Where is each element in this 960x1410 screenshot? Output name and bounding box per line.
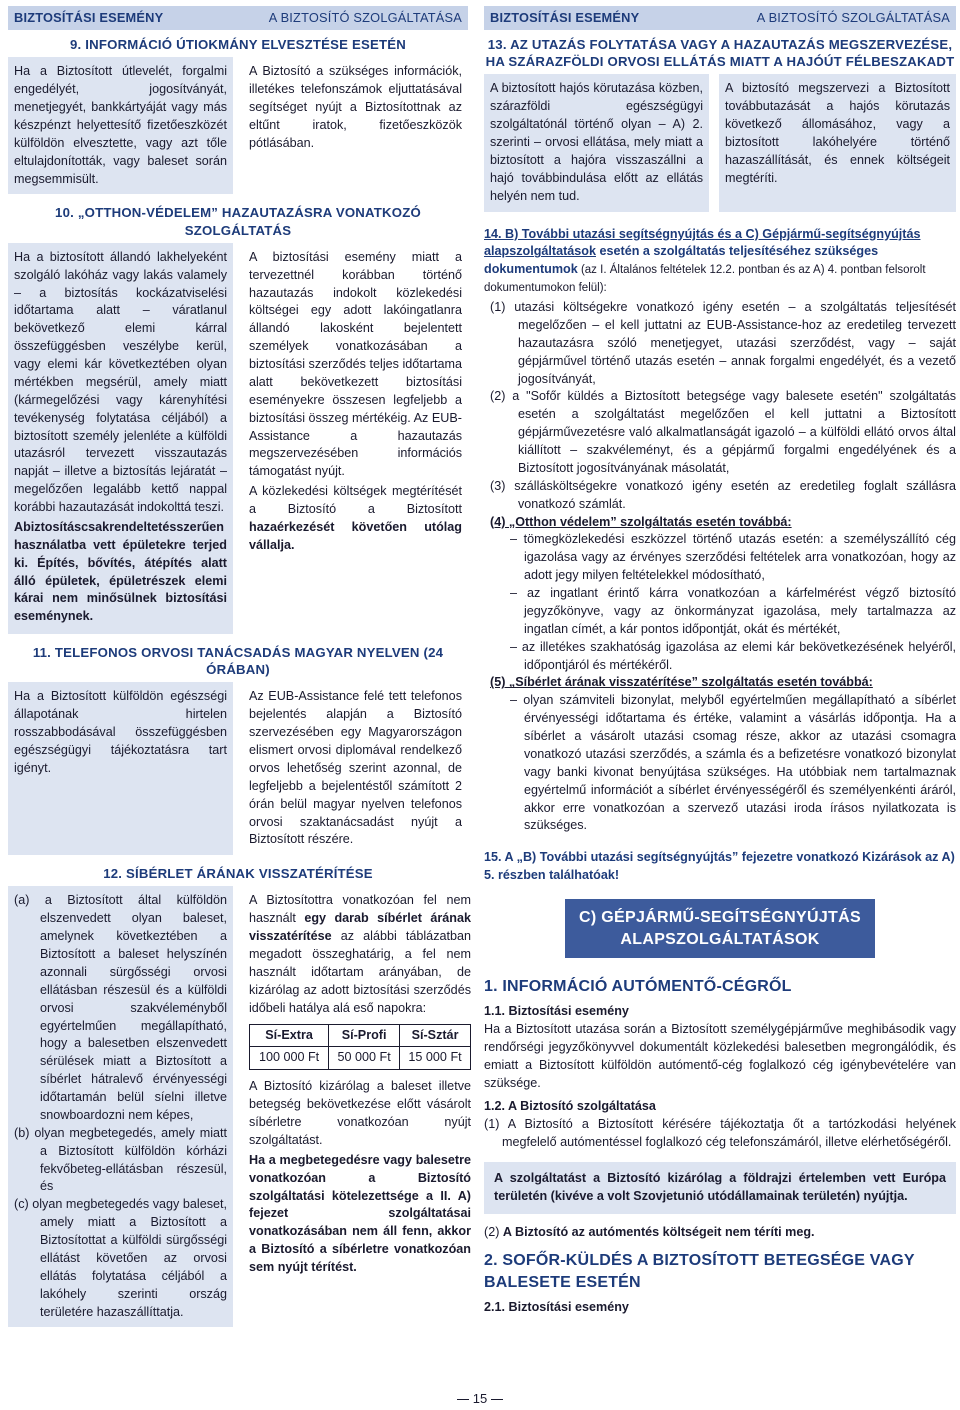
c1-2-item-2-num: (2) xyxy=(484,1224,503,1239)
c1-2-item-2-text: A Biztosító az autómentés költségeit nem téríti meg. xyxy=(502,1224,815,1239)
section-10-service-reimbursement-bold: hazaérkezését követően utólag vállalja. xyxy=(249,519,462,552)
section-c-banner xyxy=(565,899,875,958)
section-12-event-list xyxy=(14,892,227,1321)
section-12-title: 12. SÍBÉRLET ÁRÁNAK VISSZATÉRÍTÉSE xyxy=(103,866,373,882)
section-12-service-intro-bold: egy darab síbérlet árának visszatérítése xyxy=(249,911,471,944)
section-c-banner-line-1: C) GÉPJÁRMŰ-SEGÍTSÉGNYÚJTÁS xyxy=(579,909,861,927)
section-12-service-condition: A Biztosító kizárólag a baleset illetve betegség bekövetkezése előtt vásárolt síbérletre vonatkozóan nyújt szolgáltatást. xyxy=(249,1079,471,1147)
section-11-title: 11. TELEFONOS ORVOSI TANÁCSADÁS MAGYAR NYELVEN (24 ÓRÁBAN) xyxy=(32,645,444,678)
ski-pass-value-extra: 100 000 Ft xyxy=(250,1047,329,1070)
column-header xyxy=(8,6,468,30)
c1-2-text: (1) A Biztosító a Biztosított kérésére tájékoztatja őt a tartózkodási helyének megfelelő autómentéssel foglalkozó cég telefonszámáról, illetve elérhetőségéről. xyxy=(484,1117,956,1150)
section-14-title xyxy=(484,226,956,298)
section-14-list xyxy=(484,299,956,835)
column-header-right xyxy=(484,6,956,30)
section-13-event: A biztosított hajós körutazása közben, szárazföldi egészségügyi szolgáltatónál történő olyan – A) 2. szerinti – orvosi ellátása, mely miatt a biztosított a hajóra visszaszállni a hajó továbbindulása előtt az ellátás helyén nem tud. xyxy=(484,74,709,211)
section-11-event: Ha a Biztosított külföldön egészségi állapotának hirtelen rosszabbodásával összefüggésben egészségügyi tájékoztatásra tart igényt. xyxy=(8,682,233,855)
section-14-title-note: (az I. Általános feltételek 12.2. pontban és az A) 4. pontban felsorolt dokumentumokon felül): xyxy=(484,264,926,295)
section-14-item-4-dash-2: – az ingatlant érintő kárra vonatkozóan a kárfelmérést végző biztosító jegyzőkönyve, vagy az önkormányzat igazolása, mely tartalmazza az ingatlan címét, a kár pontos időpontját, okát és mértékét, xyxy=(510,586,956,636)
ski-pass-header-profi: Sí-Profi xyxy=(329,1024,400,1047)
section-13-service: A biztosító megszervezi a Biztosított továbbutazását a hajós körutazás következő állomásához, vagy a biztosított lakóhelyére történő hazaszállítását, és ennek költségeit megtéríti. xyxy=(719,74,956,211)
ski-pass-header-extra: Sí-Extra xyxy=(250,1024,329,1047)
section-9-event: Ha a Biztosított útlevelét, forgalmi engedélyét, jogosítványát, menetjegyét, bankkártyáját vagy más készpénzt helyettesítő fizetőeszközét külföldön elvesztette, vagy azt tőle eltulajdonították, vagy baleset során megsemmisült. xyxy=(8,57,233,194)
page-number-dash-left xyxy=(457,1399,469,1400)
section-12-event-c: (c) olyan megbetegedés vagy baleset, amely miatt a Biztosított a Biztosítottat a külföldi sürgősségi ellátást követően az orvosi ellátás folytatása céljából a lakóhely szerinti ország területére hazaszállíttatja. xyxy=(14,1197,227,1319)
ski-pass-header-sztar: Sí-Sztár xyxy=(400,1024,471,1047)
right-column xyxy=(484,6,956,1317)
section-12-event xyxy=(8,886,233,1327)
section-14-item-5-dash-1: – olyan számviteli bizonylat, melyből egyértelműen megállapítható a síbérlet érvényességi időtartama és értéke, valamint a vásárlás időpontja. Ha a síbérlet a vásárolt utazási csomag része, akkor az utazási csomagra vonatkozó utazási szerződés, a számla és a befizetésre vonatkozó bizonylat vagy banki kivonat benyújtása szükséges. Ha utóbbiak nem tartalmaznak egyértelmű információt a síbérlet érvényességéről és személyenkénti áráról, akkor erre vonatkozóan a szervező utazási iroda írásos nyilatkozata is szükséges. xyxy=(510,693,956,833)
c1-territory-box: A szolgáltatást a Biztosító kizárólag a földrajzi értelemben vett Európa területén (kivéve a volt Szovjetunió utódállamainak területén) nyújtja. xyxy=(484,1162,956,1214)
page-number-value: 15 xyxy=(472,1391,488,1406)
section-10-title: 10. „OTTHON-VÉDELEM” HAZAUTAZÁSRA VONATKOZÓ SZOLGÁLTATÁS xyxy=(55,205,421,238)
c1-2-item-2 xyxy=(484,1224,956,1242)
section-14-item-4-title: (4) „Otthon védelem” szolgáltatás esetén továbbá: xyxy=(490,514,792,529)
section-10-body xyxy=(8,243,468,634)
c2-1-heading: 2.1. Biztosítási esemény xyxy=(484,1300,629,1315)
section-13-title: 13. AZ UTAZÁS FOLYTATÁSA VAGY A HAZAUTAZÁS MEGSZERVEZÉSE, HA SZÁRAZFÖLDI ORVOSI ELLÁTÁS MIATT A HAJÓÚT FÉLBESZAKADT xyxy=(485,37,955,70)
section-10-event-text: Ha a biztosított állandó lakhelyeként szolgáló lakóház vagy lakás valamely – a biztosítás kockázatviselési időtartama alatt – váratlanul bekövetkező elemi kárral összefüggésben veszélybe kerül, vagy elemi kár következtében olyan mértékben megsérül, amely miatt (kármegelőzési vagy kárenyhítési tevékenység folytatása céljából) a biztosított személy jelenléte a külföldi utazásról tervezett visszautazás napját – illetve a biztosítás lejáratát – megelőzően legalább kettő nappal korábbi hazautazását indokolttá teszi. xyxy=(14,249,227,514)
section-11-body xyxy=(8,682,468,855)
section-15-note: 15. A „B) További utazási segítségnyújtás” fejezetre vonatkozó Kizárások az A) 5. részben találhatóak! xyxy=(484,850,955,883)
section-12-service xyxy=(243,886,477,1327)
section-9-body xyxy=(8,57,468,194)
section-14-title-rest: esetén a szolgáltatás teljesítéséhez szükséges dokumentumok xyxy=(484,244,879,277)
section-14-item-5-title: (5) „Síbérlet árának visszatérítése” szolgáltatás esetén továbbá: xyxy=(490,675,873,690)
section-11-service: Az EUB-Assistance felé tett telefonos bejelentés alapján a Biztosító szervezésében egy Magyarországon elismert orvosi diplomával rendelkező orvos lehetőség szerint azonnal, de legfeljebb a bejelentéstől számított 2 órán belül magyar nyelven telefonos orvosi szaktanácsadást nyújt a Biztosított részére. xyxy=(249,689,462,847)
ski-pass-table xyxy=(249,1024,471,1071)
ski-pass-value-sztar: 15 000 Ft xyxy=(400,1047,471,1070)
header-event-label: BIZTOSÍTÁSI ESEMÉNY xyxy=(14,10,164,25)
header-event-label-right: BIZTOSÍTÁSI ESEMÉNY xyxy=(490,10,640,25)
section-12-event-a: (a) a Biztosított által külföldön elszenvedett olyan baleset, amelynek következtében a Biztosított a baleset helyszínén azonnali sürgősségi orvosi ellátásban részesül és a külföldi orvosi szakvéleményből egyértelműen megállapítható, hogy a balesetben elszenvedett sérülések miatt a Biztosított a síbérlet hátralevő érvényességi időtartamán belül síelni illetve snowboardozni nem képes, xyxy=(14,893,227,1122)
section-9-service: A Biztosító a szükséges információk, illetékes telefonszámok eljuttatásával segítséget nyújt a Biztosítottnak az eltűnt iratok, fizetőeszközök pótlásában. xyxy=(249,64,462,150)
section-14-item-4-dash-1: – tömegközlekedési eszközzel történő utazás esetén: a személyszállító cég igazolása vagy az érvényes szerződési feltételek arra vonatkozóan, hogy az adott jegy milyen feltételekkel módosítható, xyxy=(510,532,956,583)
section-12-body xyxy=(8,886,471,1327)
section-14-item-3: (3) szállásköltségekre vonatkozó igény esetén az eredetileg foglalt szállásra vonatkozó számlát. xyxy=(490,478,956,511)
left-column xyxy=(8,6,471,1327)
section-10-event-exclusion: Abiztosításcsakrendeltetésszerűen használatba vett épületekre terjed ki. Építés, bővítés, átépítés alatt álló épületek, épületrészek elemi kárai nem minősülnek biztosítási eseménynek. xyxy=(14,519,227,624)
section-14-item-4-dash-3: – az illetékes szakhatóság igazolása az elemi kár bekövetkezésének helyéről, időpontjáról és mértékéről. xyxy=(510,639,956,672)
section-12-service-intro xyxy=(249,892,471,1017)
section-14-title-underlined: 14. B) További utazási segítségnyújtás és a C) Gépjármű-segítségnyújtás alapszolgáltatások xyxy=(484,226,921,259)
section-14-item-2: (2) a "Sofőr küldés a Biztosított betegsége vagy balesete esetén" szolgáltatás esetén a szolgáltatást megelőzően el kell juttatni a Biztosított gépjárművezetésre való alkalmatlanságát igazoló – a külföldi ellátó orvos által kiállított – szakvéleményt, és a gépjármű forgalmi engedélyének és a Biztosított jogosítványának másolatát, xyxy=(490,389,956,475)
section-13-body xyxy=(484,74,956,211)
page-number xyxy=(0,1390,960,1408)
header-service-label-right: A BIZTOSÍTÓ SZOLGÁLTATÁSA xyxy=(756,10,950,25)
section-10-event xyxy=(8,243,233,634)
section-12-service-exclusion: Ha a megbetegedésre vagy balesetre vonatkozóan a Biztosító szolgáltatási kötelezettsége a II. A) fejezet szolgáltatásai vonatkozásában nem áll fenn, akkor a Biztosító a síbérletre vonatkozóan sem nyújt térítést. xyxy=(249,1152,471,1275)
c1-2-heading: 1.2. A Biztosító szolgáltatása xyxy=(484,1099,656,1114)
section-9-title: 9. INFORMÁCIÓ ÚTIOKMÁNY ELVESZTÉSE ESETÉN xyxy=(70,37,406,53)
ski-pass-value-profi: 50 000 Ft xyxy=(329,1047,400,1070)
section-c-banner-line-2: ALAPSZOLGÁLTATÁSOK xyxy=(620,930,820,948)
section-12-event-b: (b) olyan megbetegedés, amely miatt a Biztosított külföldön kórházi fekvőbeteg-ellátásban részesül, és xyxy=(14,1125,227,1194)
section-10-service xyxy=(243,243,468,634)
section-14 xyxy=(484,226,956,836)
ski-pass-table-header-row xyxy=(250,1024,471,1047)
section-14-item-1: (1) utazási költségekre vonatkozó igény esetén – a szolgáltatás teljesítését megelőzően – el kell juttatni az EUB-Assistance-hoz az eredetileg tervezett hazautazásra szóló menetjegyet, utazási szerződést, vagy – saját gépjárművel történő utazás esetén – annak forgalmi engedélyét, és a vezető jogosítványát, xyxy=(490,300,956,386)
c1-1-heading: 1.1. Biztosítási esemény xyxy=(484,1004,629,1018)
section-10-service-text: A biztosítási esemény miatt a tervezettnél korábban történő hazautazás indokolt közlekedési költségei egy adott lakóingatlanra állandó lakosként bejelentett személyek vonatkozásában a biztosítási szerződés teljes időtartama alatt bekövetkezett biztosítási eseményekre összesen legfeljebb a biztosítási összeg mértékéig. Az EUB-Assistance a hazautazás megszervezésében információs támogatást nyújt. xyxy=(249,249,462,479)
section-12-service-intro-a: A Biztosítottra vonatkozóan fel nem használt xyxy=(249,893,471,926)
section-10-service-reimbursement xyxy=(249,483,462,555)
ski-pass-table-value-row xyxy=(250,1047,471,1070)
c1-1-text: Ha a Biztosított utazása során a Biztosított személygépjárműve meghibásodik vagy rendőrségi jegyzőkönyvvel dokumentált közlekedési balesetben megrongálódik, és emiatt a Biztosított külföldön autómentő-cég foglalkozó cég igénybevételére van szüksége. xyxy=(484,1021,956,1090)
section-10-service-reimbursement-text: A közlekedési költségek megtérítését a Biztosító a Biztosított xyxy=(249,484,462,516)
page-number-dash-right xyxy=(491,1399,503,1400)
header-service-label: A BIZTOSÍTÓ SZOLGÁLTATÁSA xyxy=(268,10,462,25)
c2-title: 2. SOFŐR-KÜLDÉS A BIZTOSÍTOTT BETEGSÉGE VAGY BALESETE ESETÉN xyxy=(484,1251,915,1292)
section-12-service-intro-c: az alábbi táblázatban megadott összeghatárig, a fel nem használt időtartam arányában, de kizárólag az adott biztosítási szerződés időbeli hatálya alá eső napokra: xyxy=(249,929,471,1015)
c1-title: 1. INFORMÁCIÓ AUTÓMENTŐ-CÉGRŐL xyxy=(484,978,792,996)
